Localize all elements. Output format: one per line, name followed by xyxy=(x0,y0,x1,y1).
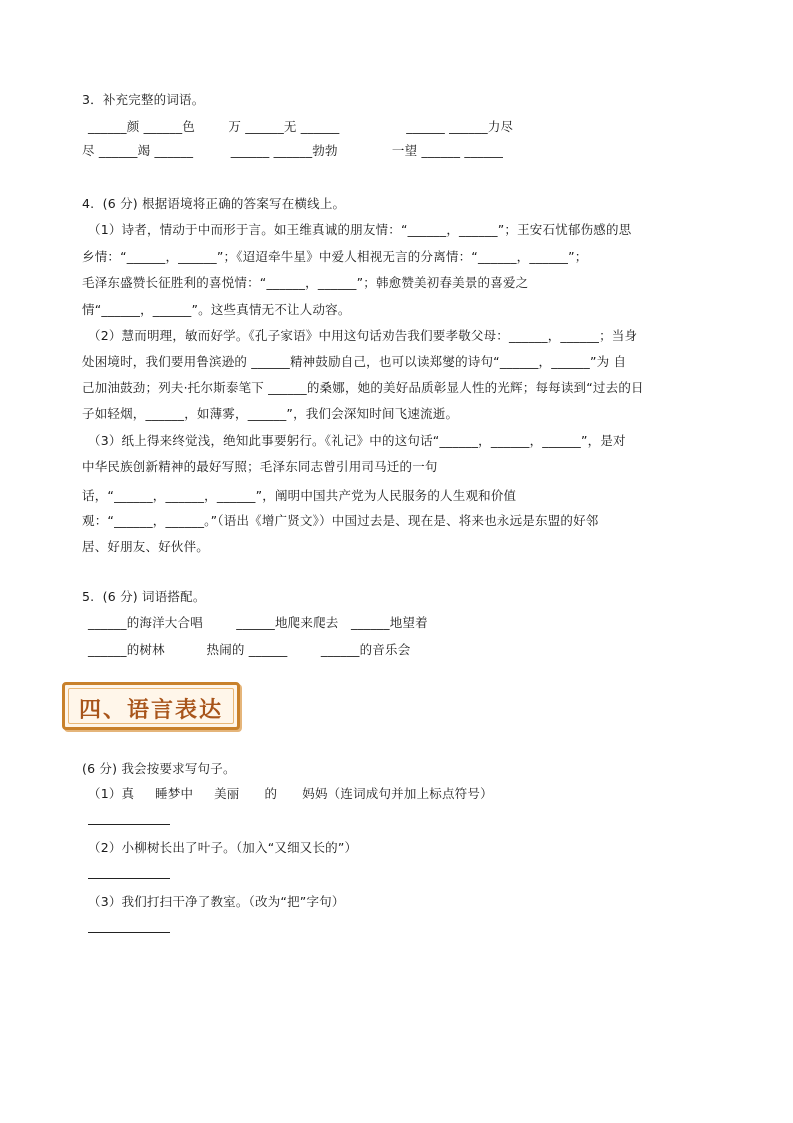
q4-line-4: 情“______，______”。这些真情无不让人动容。 xyxy=(82,302,351,317)
answer-line-2[interactable] xyxy=(88,878,170,879)
q4-line-10: 中华民族创新精神的最好写照；毛泽东同志曾引用司马迁的一句 xyxy=(82,459,438,474)
q4-line-1: （1）诗者，情动于中而形于言。如王维真诚的朋友情：“______，______”；王安石忧郁伤感的思 xyxy=(88,222,632,237)
q5-row1: ______的海洋大合唱 ______地爬来爬去 ______地望着 xyxy=(88,615,428,630)
q4-line-7: 己加油鼓劲；列夫·托尔斯泰笔下 ______的桑娜，她的美好品质彰显人性的光辉；每每读到“过去的日 xyxy=(82,380,644,395)
answer-line-3[interactable] xyxy=(88,932,170,933)
q4-line-12: 观：“______，______。”（语出《增广贤文》）中国过去是、现在是、将来也永远是东盟的好邻 xyxy=(82,513,599,528)
section-heading: 四、语言表达 xyxy=(78,698,223,723)
q4-line-2: 乡情：“______，______”；《迢迢牵牛星》中爱人相视无言的分离情：“______，______”； xyxy=(82,249,588,264)
q4-line-11: 话，“______，______，______”，阐明中国共产党为人民服务的人生观和价值 xyxy=(82,488,517,503)
q6-item-2: （2）小柳树长出了叶子。（加入“又细又长的”） xyxy=(88,840,358,855)
section-banner xyxy=(62,682,240,730)
q4-line-9: （3）纸上得来终觉浅，绝知此事要躬行。《礼记》中的这句话“______，______，______”，是对 xyxy=(88,433,626,448)
q4-line-6: 处困境时，我们要用鲁滨逊的 ______精神鼓励自己，也可以读郑燮的诗句“______，______”为 自 xyxy=(82,354,627,369)
q6-item-1: （1）真 睡梦中 美丽 的 妈妈（连词成句并加上标点符号） xyxy=(88,786,493,801)
q5-title: 5. (6 分) 词语搭配。 xyxy=(82,589,206,604)
q3-title: 3．补充完整的词语。 xyxy=(82,92,205,107)
q4-line-3: 毛泽东盛赞长征胜利的喜悦情：“______，______”；韩愈赞美初春美景的喜爱之 xyxy=(82,275,529,290)
answer-line-1[interactable] xyxy=(88,824,170,825)
q4-line-13: 居、好朋友、好伙伴。 xyxy=(82,539,210,554)
q6-item-3: （3）我们打扫干净了教室。（改为“把”字句） xyxy=(88,894,345,909)
q4-title: 4. (6 分) 根据语境将正确的答案写在横线上。 xyxy=(82,196,346,211)
q4-line-5: （2）慧而明理，敏而好学。《孔子家语》中用这句话劝告我们要孝敬父母：______，______；当身 xyxy=(88,328,638,343)
q3-row2: 尽 ______竭 ______ ______ ______勃勃 一望 ______ ______ xyxy=(82,143,504,158)
q4-line-8: 子如轻烟，______，如薄雾，______”，我们会深知时间飞速流逝。 xyxy=(82,406,459,421)
q6-title: (6 分) 我会按要求写句子。 xyxy=(82,761,236,776)
q3-row1: ______颜 ______色 万 ______无 ______ ______ ______力尽 xyxy=(88,119,514,134)
q5-row2: ______的树林 热闹的 ______ ______的音乐会 xyxy=(88,642,411,657)
